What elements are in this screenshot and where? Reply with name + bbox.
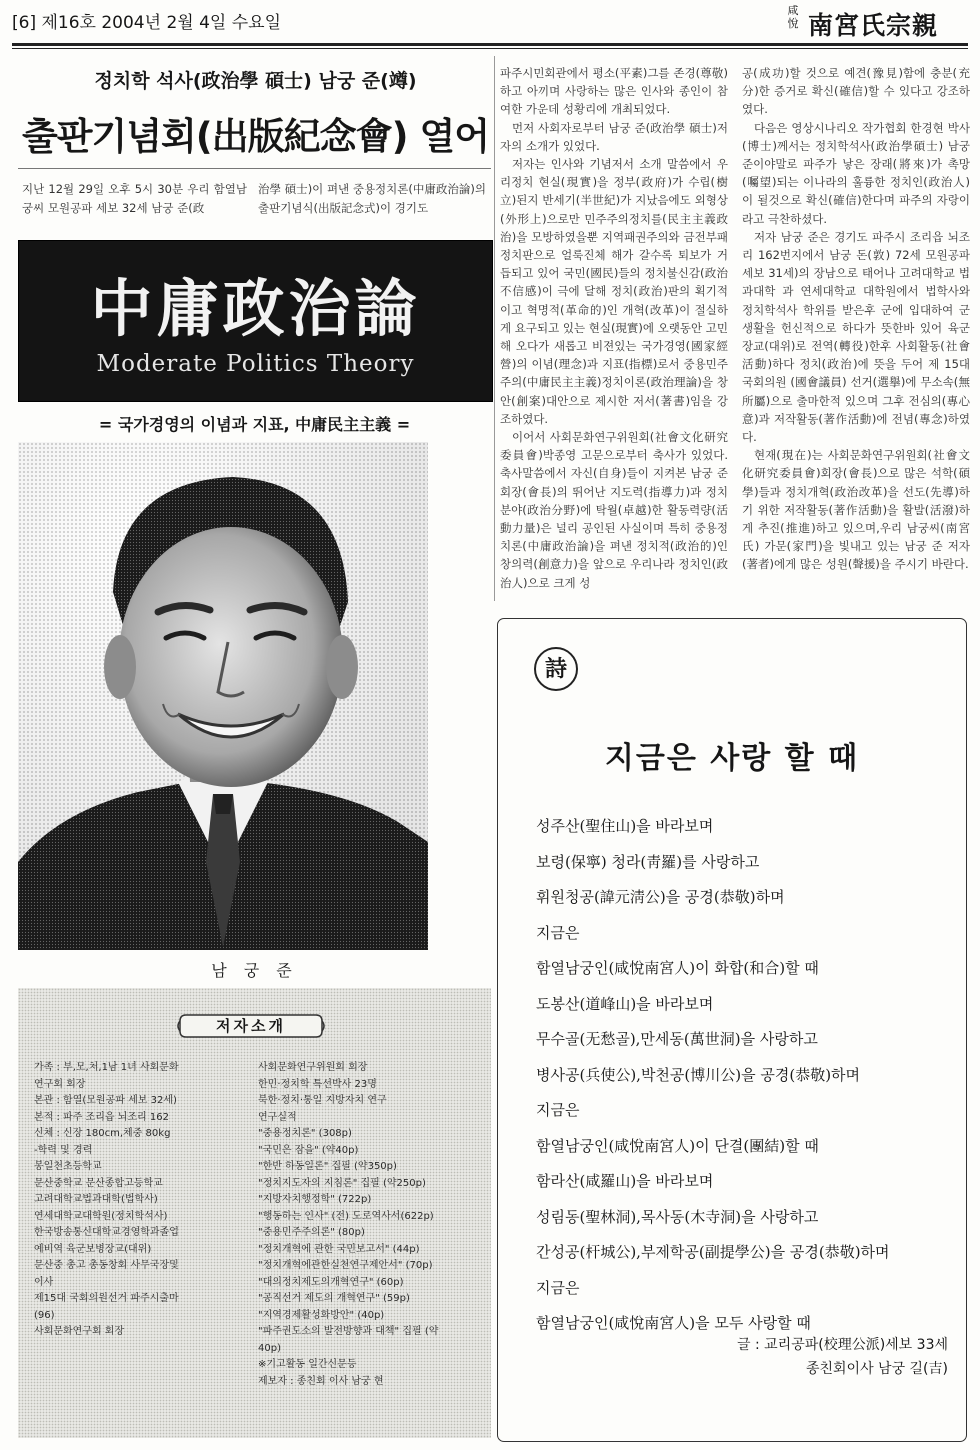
- bio-line: -학력 및 경력: [34, 1144, 93, 1156]
- bio-line: "공직선거 제도의 개혁연구" (59p): [258, 1293, 410, 1304]
- poem-box: [497, 618, 967, 1442]
- header-rule-thin: [12, 48, 968, 49]
- article-column-right: [742, 64, 970, 574]
- bio-line: ※기고활동 일간신문등: [258, 1359, 357, 1370]
- bio-line: 문산중학교 문산종합고등학교: [34, 1177, 163, 1189]
- bio-line: "지역경제활성화방안" (40p): [258, 1309, 385, 1321]
- masthead-tag: 咸悅: [787, 4, 799, 30]
- poem-badge-icon: 詩: [534, 647, 578, 691]
- poem-line: 지금은: [536, 1101, 580, 1119]
- bio-line: "한반 하동일론" 집필 (약350p): [258, 1161, 397, 1172]
- author-portrait-photo: [18, 442, 428, 950]
- bio-line: 연세대학교대학원(정치학석사): [34, 1210, 168, 1222]
- article-paragraph: 공(成功)할 것으로 예견(豫見)함에 충분(充分)한 증거로 확신(確信)할 수 있다고 강조하였다.: [742, 66, 970, 117]
- book-title-banner: [18, 240, 493, 402]
- bio-line: 제보자 : 종친회 이사 남궁 현: [258, 1375, 384, 1387]
- bio-line: 사회문화연구회 회장: [34, 1326, 125, 1337]
- bio-line: 한국방송통신대학교경영학과졸업: [34, 1227, 179, 1238]
- poem-line: 보령(保寧) 청라(靑羅)를 사랑하고: [536, 852, 760, 871]
- column-divider: [494, 56, 495, 601]
- book-title-hanja: 中庸政治論: [90, 272, 421, 345]
- article-paragraph: 먼저 사회자로부터 남궁 준(政治學 碩士)저자의 소개가 있었다.: [500, 120, 728, 153]
- author-profile-box: [18, 988, 491, 1438]
- bio-line: 한민·정치학 특선박사 23명: [258, 1078, 377, 1090]
- poem-line: 함라산(咸羅山)을 바라보며: [536, 1172, 714, 1190]
- bio-line: 본적 : 파주 조리읍 뇌조리 162: [34, 1111, 169, 1123]
- bio-line: "행동하는 인사" (전) 도로역사서(622p): [258, 1210, 434, 1222]
- bio-line: 본관 : 함열(모원공파 세보 32세): [34, 1095, 177, 1106]
- author-profile-title: 저자소개: [216, 1017, 286, 1035]
- poem-line: 병사공(兵使公),박천공(博川公)을 공경(恭敬)하며: [536, 1065, 861, 1084]
- bio-line: "정치지도자의 지침론" 집필 (약250p): [258, 1177, 426, 1189]
- bio-line: "대의정치제도의개혁연구" (60p): [258, 1276, 404, 1288]
- bio-line: 이사: [34, 1276, 54, 1288]
- bio-line: 문산중 총고 총동창회 사무국장및: [34, 1260, 179, 1271]
- bio-line: 40p): [258, 1342, 281, 1354]
- poem-lines: [536, 809, 946, 1342]
- issue-line: [6] 제16호 2004년 2월 4일 수요일: [12, 13, 282, 33]
- bio-line: "중용민주주의론" (80p): [258, 1227, 365, 1238]
- bio-line: (96): [34, 1309, 55, 1321]
- bio-line: "국민은 잠을" (약40p): [258, 1144, 359, 1156]
- poem-line: 도봉산(道峰山)을 바라보며: [536, 994, 714, 1013]
- poem-credit: [737, 1333, 948, 1381]
- bio-line: "지방자치행정학" (722p): [258, 1194, 372, 1205]
- poem-line: 함열남궁인(咸悅南宮人)이 단결(團結)할 때: [536, 1136, 819, 1155]
- poem-title: 지금은 사랑 할 때: [604, 741, 860, 776]
- poem-line: 함열남궁인(咸悅南宮人)이 화합(和合)할 때: [536, 959, 819, 977]
- poem-line: 성림동(聖林洞),목사동(木寺洞)을 사랑하고: [536, 1207, 819, 1226]
- bio-line: "정치개혁에 관한 국민보고서" (44p): [258, 1243, 420, 1255]
- article-paragraph: 다음은 영상시나리오 작가협회 한경현 박사(博士)께서는 정치학석사(政治學碩士) 남궁 준이야말로 파주가 낳은 장래(將來)가 촉망(囑望)되는 이나라의 훌륭한 정치인(政治人)이 될것으로 확신(確信)한다며 파주의 자랑이라고 극찬하셨다.: [742, 120, 970, 226]
- bio-line: 봉일천초등학교: [34, 1161, 102, 1172]
- bio-line: 신체 : 신장 180cm,체중 80kg: [34, 1128, 171, 1139]
- masthead-title: 南宮氏宗親: [808, 11, 939, 40]
- poem-credit-line: 종친회이사 남궁 길(吉): [805, 1361, 948, 1377]
- author-bio-left: [34, 1060, 252, 1341]
- poem-line: 지금은: [536, 1278, 580, 1297]
- poem-line: 간성공(杆城公),부제학공(副提學公)을 공경(恭敬)하며: [536, 1243, 890, 1261]
- photo-caption: 남 궁 준: [211, 961, 298, 980]
- book-subtitle: = 국가경영의 이념과 지표, 中庸民主主義 =: [98, 415, 411, 434]
- bio-line: 북한·정치·통일 지방자치 연구: [258, 1095, 387, 1106]
- bio-line: "정치개혁에관한실천연구제안서" (70p): [258, 1260, 433, 1271]
- bio-line: 사회문화연구위원회 회장: [258, 1062, 368, 1073]
- article-column-left: [500, 64, 728, 592]
- poem-line: 함열남궁인(咸悅南宮人)을 모두 사랑할 때: [536, 1314, 811, 1332]
- headline-rule: [18, 168, 491, 169]
- poem-line: 휘원청공(諱元淸公)을 공경(恭敬)하며: [536, 888, 785, 906]
- article-lead-left: 지난 12월 29일 오후 5시 30분 우리 함열남궁씨 모원공파 세보 32세 남궁 준(政: [22, 182, 247, 215]
- book-title-english: Moderate Politics Theory: [96, 351, 415, 377]
- bio-line: 고려대학교법과대학(법학사): [34, 1194, 158, 1205]
- poem-line: 지금은: [536, 923, 580, 942]
- poem-line: 무수골(无愁골),만세동(萬世洞)을 사랑하고: [536, 1030, 818, 1048]
- bio-line: "파주권도소의 발전방향과 대책" 집필 (약: [258, 1326, 439, 1337]
- article-kicker: 정치학 석사(政治學 碩士) 남궁 준(竴): [94, 70, 417, 92]
- article-paragraph: 이어서 사회문화연구위원회(社會文化研究委員會)박종영 고문으로부터 축사가 있었다.축사말씀에서 자신(自身)들이 지켜본 남궁 준 회장(會長)의 뛰어난 지도력(指導力)과 정치분야(政治分野)에 탁월(卓越)한 활동력량(活動力量)은 널리 공인된 사실이며 특히 중용정치론(中庸政治論)을 펴낸 정치적(政治的)인 창의력(創意力)을 앞으로 우리나라 정치인(政治人)으로 크게 성: [500, 430, 728, 590]
- bio-line: 제15대 국회의원선거 파주시출마: [34, 1293, 179, 1304]
- bio-line: 연구실적: [258, 1111, 297, 1123]
- bio-line: 연구회 회장: [34, 1078, 86, 1090]
- author-bio-right: [258, 1060, 480, 1390]
- article-headline: 출판기념회(出版紀念會) 열어: [22, 115, 489, 158]
- bio-line: 가족 : 부,모,처,1남 1녀 사회문화: [34, 1062, 179, 1073]
- author-profile-title-scroll: [176, 1012, 326, 1040]
- header-rule-thick: [12, 43, 968, 46]
- article-lead-right: 治學 碩士)이 펴낸 중용정치론(中庸政治論)의 출판기념식(出版記念式)이 경기도: [258, 182, 486, 215]
- poem-credit-line: 글 : 교리공파(校理公派)세보 33세: [737, 1337, 948, 1353]
- article-paragraph: 현재(現在)는 사회문화연구위원회(社會文化研究委員會)회장(會長)으로 많은 석학(碩學)들과 정치개혁(政治改革)을 선도(先導)하기 위한 저작활동(著作活動)을 활발(活潑)하게 추진(推進)하고 있으며,우리 남궁씨(南宮氏) 가문(家門)을 빛내고 있는 남궁 준 저자(著者)에게 많은 성원(聲援)을 주시기 바란다.: [742, 448, 970, 572]
- article-paragraph: 저자는 인사와 기념저서 소개 말씀에서 우리정치 현실(現實)을 정부(政府)가 수립(樹立)된지 반세기(半世紀)가 지났음에도 외형상(外形上)으로만 민주주의정치를(民主主義政治)을 모방하였을뿐 지역패권주의와 금전부패정치판으로 얼룩진체 해가 갈수록 퇴보가 거듭되고 있어 국민(國民)들의 정치불신감(政治不信感)이 극에 달해 정치(政治)판의 획기적이고 혁명적(革命的)인 개혁(改革)이 절실하게 요구되고 있는 현실(現實)에 오랫동안 고민해 오다가 새롭고 비젼있는 국가경영(國家經營)의 이념(理念)과 지표(指標)로서 중용민주주의(中庸民主主義)정치이론(政治理論)을 창안(創案)대안으로 제시한 저서(著書)임을 강조하였다.: [500, 157, 728, 426]
- poem-line: 성주산(聖住山)을 바라보며: [536, 817, 714, 835]
- article-paragraph: 저자 남궁 준은 경기도 파주시 조리읍 뇌조리 162번지에서 남궁 돈(敦) 72세 모원공파 세보 31세)의 장남으로 태어나 고려대학교 법과대학 과 연세대학교 대학원에서 법학사와 정치학석사 학위를 받은후 군에 입대하여 군생활을 헌신적으로 하다가 뜻한바 있어 육군장교(대위)로 전역(轉役)한후 사회활동(社會活動)하다 정치(政治)에 뜻을 두어 제 15대 국회의원 (國會議員) 선거(選擧)에 무소속(無所屬)으로 출마한적 있으며 그후 전심의(專心意)과 저작활동(著作活動)에 전념(專念)하였다.: [742, 229, 970, 445]
- bio-line: "중용정치론" (308p): [258, 1128, 352, 1139]
- article-paragraph: 파주시민회관에서 평소(平素)그를 존경(尊敬)하고 아끼며 사랑하는 많은 인사와 종인이 참여한 가운데 성황리에 개최되었다.: [500, 66, 728, 117]
- bio-line: 예비역 육군보병장교(대위): [34, 1243, 152, 1255]
